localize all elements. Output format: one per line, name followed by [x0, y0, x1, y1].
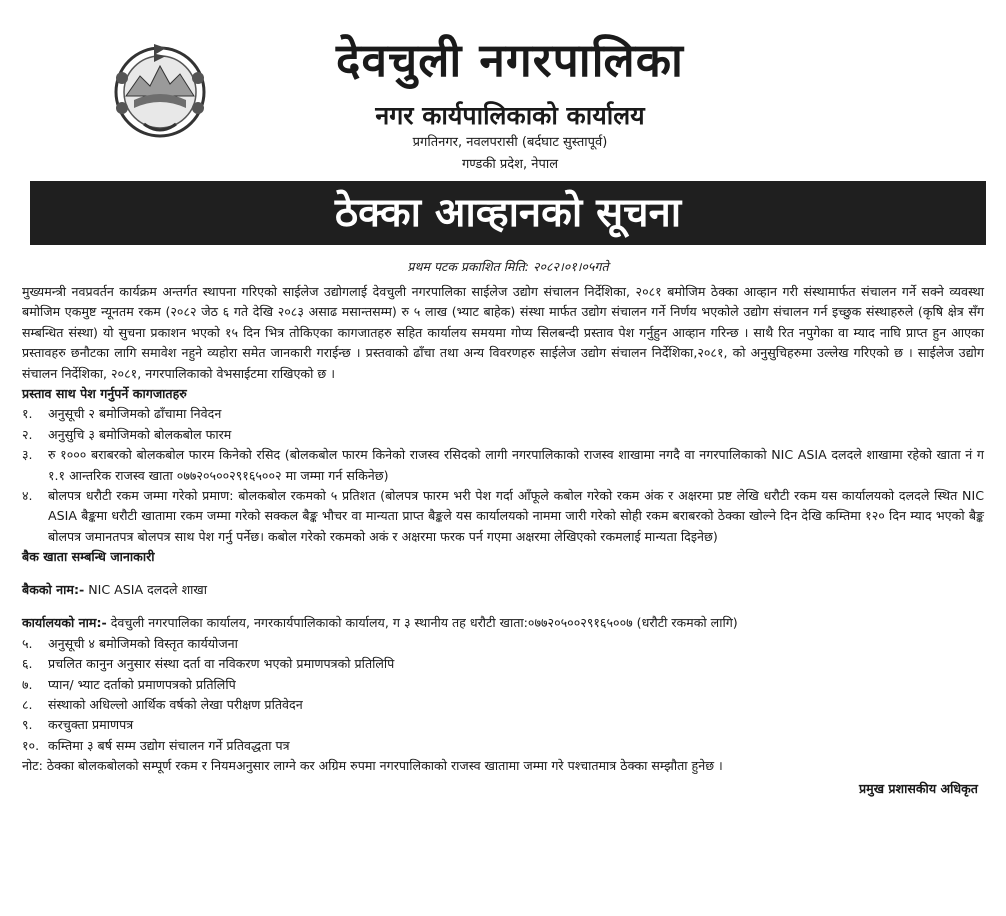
item-number: ९. [22, 717, 33, 733]
bank-info-heading: बैक खाता सम्बन्धि जानाकारी [22, 549, 155, 565]
item-number: १. [22, 406, 33, 422]
office-address [260, 132, 760, 176]
item-text: करचुक्ता प्रमाणपत्र [48, 717, 134, 733]
intro-paragraph: मुख्यमन्त्री नवप्रवर्तन कार्यक्रम अन्तर्गत स्थापना गरिएको साईलेज उद्योगलाई देवचुली नगरपालिका साईलेज उद्योग संचालन निर्देशिका, २०८१ बमोजिम ठेक्का आव्हान गरी संस्थामार्फत संचालन गर्ने सक्ने व्यवस्था बमोजिम एकमुष्ट न्यूनतम रकम (२०८२ जेठ ६ गते देखि २०८३ असाढ मसान्तसम्म) रु ५ लाख (भ्याट बाहेक) संस्था मार्फत उद्योग संचालन गर्ने निर्णय भएकोले उद्योग संचालन गर्न इच्छुक संस्थाहरुले (कृषि क्षेत्र सँग सम्बन्धित संस्था) यो सुचना प्रकाशन भएको १५ दिन भित्र तोकिएका कागजातहरु सहित कार्यालय समयमा गोप्य सिलबन्दी प्रस्ताव पेश गर्नुहुन आव्हान गरिन्छ । साथै रित नपुगेका वा म्याद नाघि प्राप्त हुन आएका प्रस्तावहरु छनौटका लागि समावेश नहुने व्यहोरा समेत जानकारी गराईन्छ । प्रस्तवाको ढाँचा तथा अन्य विवरणहरु साईलेज उद्योग संचालन निर्देशिका,२०८१, को अनुसुचिहरुमा उल्लेख गरिएको छ । साईलेज उद्योग संचालन निर्देशिका, २०८१, नगरपालिकाको वेभसाईटमा राखिएको छ । [22, 284, 984, 381]
item-text: अनुसुचि ३ बमोजिमको बोलकबोल फारम [48, 426, 232, 442]
list-item [22, 654, 984, 674]
item-text: संस्थाको अधिल्लो आर्थिक वर्षको लेखा परीक्षण प्रतिवेदन [48, 696, 303, 712]
item-number: ६. [22, 656, 33, 672]
list-item [22, 736, 984, 756]
list-item [22, 486, 984, 547]
list-item [22, 445, 984, 486]
bank-name-row [22, 580, 984, 600]
office-name-label: कार्यालयको नाम:- [22, 615, 107, 631]
item-number: ५. [22, 635, 33, 651]
note-paragraph: नोट: ठेक्का बोलकबोलको सम्पूर्ण रकम र नियमअनुसार लाग्ने कर अग्रिम रुपमा नगरपालिकाको राजस्व खातामा जम्मा गरे पश्चातमात्र ठेक्का सम्झौता हुनेछ । [22, 758, 723, 774]
item-number: २. [22, 426, 33, 442]
signatory-title: प्रमुख प्रशासकीय अधिकृत [859, 780, 978, 796]
notice-title-banner: ठेक्का आव्हानको सूचना [30, 181, 986, 245]
list-item [22, 425, 984, 445]
office-name-value: देवचुली नगरपालिका कार्यालय, नगरकार्यपालिकाको कार्यालय, ग ३ स्थानीय तह धरौटी खाता:०७७२०५००२९१६५००७ (धरौटी रकमको लागि) [106, 615, 738, 631]
published-date: प्रथम पटक प्रकाशित मिति: २०८२।०१।०५गते [407, 259, 609, 274]
item-number: ४. [22, 488, 33, 504]
office-subtitle: नगर कार्यपालिकाको कार्यालय [375, 101, 645, 130]
item-number: ७. [22, 676, 33, 692]
documents-heading: प्रस्ताव साथ पेश गर्नुपर्ने कागजातहरु [22, 386, 187, 402]
item-number: १०. [22, 737, 40, 753]
address-line-1: प्रगतिनगर, नवलपरासी (बर्दघाट सुस्तापूर्व) [412, 135, 608, 150]
list-item [22, 634, 984, 654]
item-text: कम्तिमा ३ बर्ष सम्म उद्योग संचालन गर्ने प्रतिवद्धता पत्र [48, 737, 290, 753]
item-text: अनुसूची २ बमोजिमको ढाँचामा निवेदन [48, 406, 222, 422]
nepal-government-emblem-icon [104, 38, 216, 142]
item-number: ८. [22, 696, 33, 712]
item-text: बोलपत्र धरौटी रकम जम्मा गरेको प्रमाण: बोलकबोल रकमको ५ प्रतिशत (बोलपत्र फारम भरी पेश गर्दा आँफूले कबोल गरेको रकम अंक र अक्षरमा प्रष्ट लेखि धरौटी रकम यस कार्यालयको दलदले स्थित NIC ASIA बैङ्कमा धरौटी खातामा रकम जम्मा गरेको सक्कल बैङ्क भौचर वा मान्यता प्राप्त बैङ्कले यस कार्यालयको नाममा जारी गरेको सोही रकम बराबरको ठेक्का खोल्ने दिन देखि कम्तिमा १२० दिन म्याद भएको बैङ्क बोलपत्र जमानतपत्र बोलपत्र साथ पेश गर्नु पर्नेछ। कबोल गरेको रकमको अकं र अक्षरमा फरक पर्न गएमा अक्षरमा लेखिएको रकमलाई मान्यता दिइनेछ) [48, 488, 984, 544]
letterhead [0, 0, 1006, 180]
notice-body [22, 282, 984, 799]
list-item [22, 675, 984, 695]
list-item [22, 695, 984, 715]
address-line-2: गण्डकी प्रदेश, नेपाल [461, 157, 559, 172]
list-item [22, 715, 984, 735]
item-text: रु १००० बराबरको बोलकबोल फारम किनेको रसिद (बोलकबोल फारम किनेको राजस्व रसिदको लागी नगरपालिकाको राजस्व शाखामा नगदै वा नगरपालिकाको NIC ASIA दलदले शाखामा रहेको खाता नं ग १.१ आन्तरिक राजस्व खाता ०७७२०५००२९१६५००२ मा जम्मा गर्न सकिनेछ) [48, 447, 984, 483]
bank-name-value: NIC ASIA दलदले शाखा [84, 582, 207, 598]
item-number: ३. [22, 447, 33, 463]
list-item [22, 404, 984, 424]
office-name-row [22, 613, 984, 633]
municipality-title: देवचुली नगरपालिका [336, 33, 684, 87]
item-text: अनुसूची ४ बमोजिमको विस्तृत कार्ययोजना [48, 635, 238, 651]
item-text: प्रचलित कानुन अनुसार संस्था दर्ता वा नविकरण भएको प्रमाणपत्रको प्रतिलिपि [48, 656, 395, 672]
item-text: प्यान/ भ्याट दर्ताको प्रमाणपत्रको प्रतिलिपि [48, 676, 236, 692]
bank-name-label: बैकको नाम:- [22, 582, 85, 598]
